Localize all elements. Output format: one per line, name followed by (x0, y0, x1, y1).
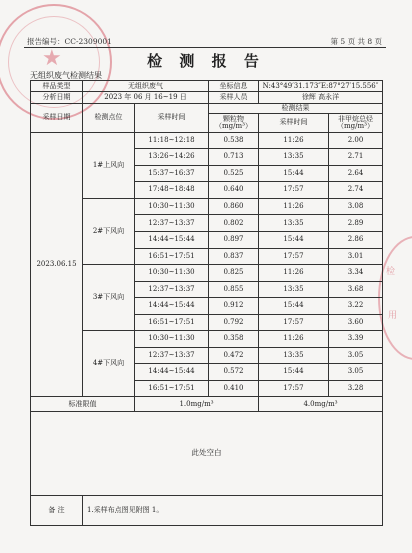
particulate-cell: 0.358 (209, 331, 259, 348)
table-row (31, 265, 383, 282)
seam-seal-mark: 检 (386, 267, 396, 277)
col-point: 检测点位 (83, 103, 135, 132)
table-row (31, 198, 383, 215)
point-cell: 1#上风向 (83, 132, 135, 198)
result-time-cell: 17:57 (259, 314, 329, 331)
sampling-time-cell: 16:51~17:51 (135, 248, 209, 265)
result-time-cell: 13:35 (259, 281, 329, 298)
particulate-cell: 0.410 (209, 380, 259, 397)
sampling-time-cell: 12:37~13:37 (135, 281, 209, 298)
nmhc-cell: 2.64 (329, 165, 383, 182)
particulate-cell: 0.713 (209, 149, 259, 166)
nmhc-cell: 3.05 (329, 347, 383, 364)
particulate-cell: 0.837 (209, 248, 259, 265)
nmhc-cell: 2.89 (329, 215, 383, 232)
results-table (30, 80, 383, 526)
col-sampling-date: 采样日期 (31, 103, 83, 132)
coord-value: N:43°49′31.173″E:87°27′15.556″ (259, 81, 383, 92)
result-time-cell: 15:44 (259, 165, 329, 182)
coord-label: 坐标信息 (209, 81, 259, 92)
sampling-time-cell: 10:30~11:30 (135, 265, 209, 282)
nmhc-cell: 3.05 (329, 364, 383, 381)
result-time-cell: 11:26 (259, 132, 329, 149)
sampling-time-cell: 10:30~11:30 (135, 198, 209, 215)
sampling-date-cell: 2023.06.15 (31, 132, 83, 397)
particulate-cell: 0.897 (209, 232, 259, 249)
sampling-time-cell: 12:37~13:37 (135, 215, 209, 232)
nmhc-cell: 2.71 (329, 149, 383, 166)
nmhc-cell: 3.28 (329, 380, 383, 397)
limit-particulate: 1.0mg/m³ (135, 397, 259, 411)
result-time-cell: 15:44 (259, 364, 329, 381)
result-time-cell: 11:26 (259, 198, 329, 215)
particulate-cell: 0.472 (209, 347, 259, 364)
table-row (31, 132, 383, 149)
sampling-time-cell: 10:30~11:30 (135, 331, 209, 348)
col-results: 检测结果 (209, 103, 383, 113)
analysis-date-value: 2023 年 06 月 16~19 日 (83, 92, 209, 103)
sampling-time-cell: 14:44~15:44 (135, 298, 209, 315)
particulate-cell: 0.525 (209, 165, 259, 182)
nmhc-cell: 3.08 (329, 198, 383, 215)
sample-type-label: 样品类型 (31, 81, 83, 92)
info-row (31, 81, 383, 92)
nmhc-cell: 3.22 (329, 298, 383, 315)
col-nmhc: 非甲烷总烃 （mg/m³） (329, 114, 383, 133)
sampling-time-cell: 14:44~15:44 (135, 232, 209, 249)
sampling-time-cell: 16:51~17:51 (135, 314, 209, 331)
nmhc-cell: 3.60 (329, 314, 383, 331)
nmhc-cell: 3.01 (329, 248, 383, 265)
result-time-cell: 13:35 (259, 215, 329, 232)
sampling-time-cell: 17:48~18:48 (135, 182, 209, 199)
particulate-cell: 0.912 (209, 298, 259, 315)
result-time-cell: 13:35 (259, 149, 329, 166)
sampler-label: 采样人员 (209, 92, 259, 103)
nmhc-cell: 2.86 (329, 232, 383, 249)
result-time-cell: 11:26 (259, 265, 329, 282)
sampling-time-cell: 16:51~17:51 (135, 380, 209, 397)
point-cell: 3#下风向 (83, 265, 135, 331)
limit-label: 标准限值 (31, 397, 135, 411)
result-time-cell: 17:57 (259, 380, 329, 397)
col-sampling-time: 采样时间 (135, 103, 209, 132)
particulate-cell: 0.640 (209, 182, 259, 199)
nmhc-cell: 3.34 (329, 265, 383, 282)
result-time-cell: 17:57 (259, 248, 329, 265)
blank-row (31, 411, 383, 495)
nmhc-cell: 2.00 (329, 132, 383, 149)
nmhc-cell: 2.74 (329, 182, 383, 199)
particulate-cell: 0.855 (209, 281, 259, 298)
nmhc-cell: 3.68 (329, 281, 383, 298)
remark-text: 1.采样布点图见附图 1。 (83, 495, 383, 525)
col-particulate: 颗粒物 （mg/m³） (209, 114, 259, 133)
seam-seal-mark: 用 (388, 311, 398, 321)
particulate-cell: 0.825 (209, 265, 259, 282)
blank-note: 此处空白 (31, 411, 383, 495)
header-row (31, 103, 383, 113)
limit-row (31, 397, 383, 411)
result-time-cell: 11:26 (259, 331, 329, 348)
seal-star-icon: ★ (42, 46, 62, 71)
col-result-time: 采样时间 (259, 114, 329, 133)
nmhc-cell: 3.39 (329, 331, 383, 348)
point-cell: 4#下风向 (83, 331, 135, 397)
report-number: 报告编号：CC-2309001 (27, 37, 112, 46)
particulate-cell: 0.572 (209, 364, 259, 381)
page-number: 第 5 页 共 8 页 (330, 37, 382, 46)
header-divider (24, 47, 386, 48)
info-row (31, 92, 383, 103)
particulate-cell: 0.802 (209, 215, 259, 232)
particulate-cell: 0.860 (209, 198, 259, 215)
limit-nmhc: 4.0mg/m³ (259, 397, 383, 411)
remark-row (31, 495, 383, 525)
point-cell: 2#下风向 (83, 198, 135, 264)
result-time-cell: 15:44 (259, 232, 329, 249)
particulate-cell: 0.792 (209, 314, 259, 331)
remark-label: 备 注 (31, 495, 83, 525)
seam-seal-stamp (378, 236, 412, 360)
section-title: 无组织废气检测结果 (30, 71, 102, 80)
page-title: 检 测 报 告 (147, 52, 265, 70)
sampling-time-cell: 13:26~14:26 (135, 149, 209, 166)
result-time-cell: 17:57 (259, 182, 329, 199)
result-time-cell: 13:35 (259, 347, 329, 364)
analysis-date-label: 分析日期 (31, 92, 83, 103)
sampling-time-cell: 12:37~13:37 (135, 347, 209, 364)
sampler-value: 徐辉 高永洋 (259, 92, 383, 103)
sample-type-value: 无组织废气 (83, 81, 209, 92)
sampling-time-cell: 14:44~15:44 (135, 364, 209, 381)
table-row (31, 331, 383, 348)
result-time-cell: 15:44 (259, 298, 329, 315)
sampling-time-cell: 11:18~12:18 (135, 132, 209, 149)
particulate-cell: 0.538 (209, 132, 259, 149)
sampling-time-cell: 15:37~16:37 (135, 165, 209, 182)
